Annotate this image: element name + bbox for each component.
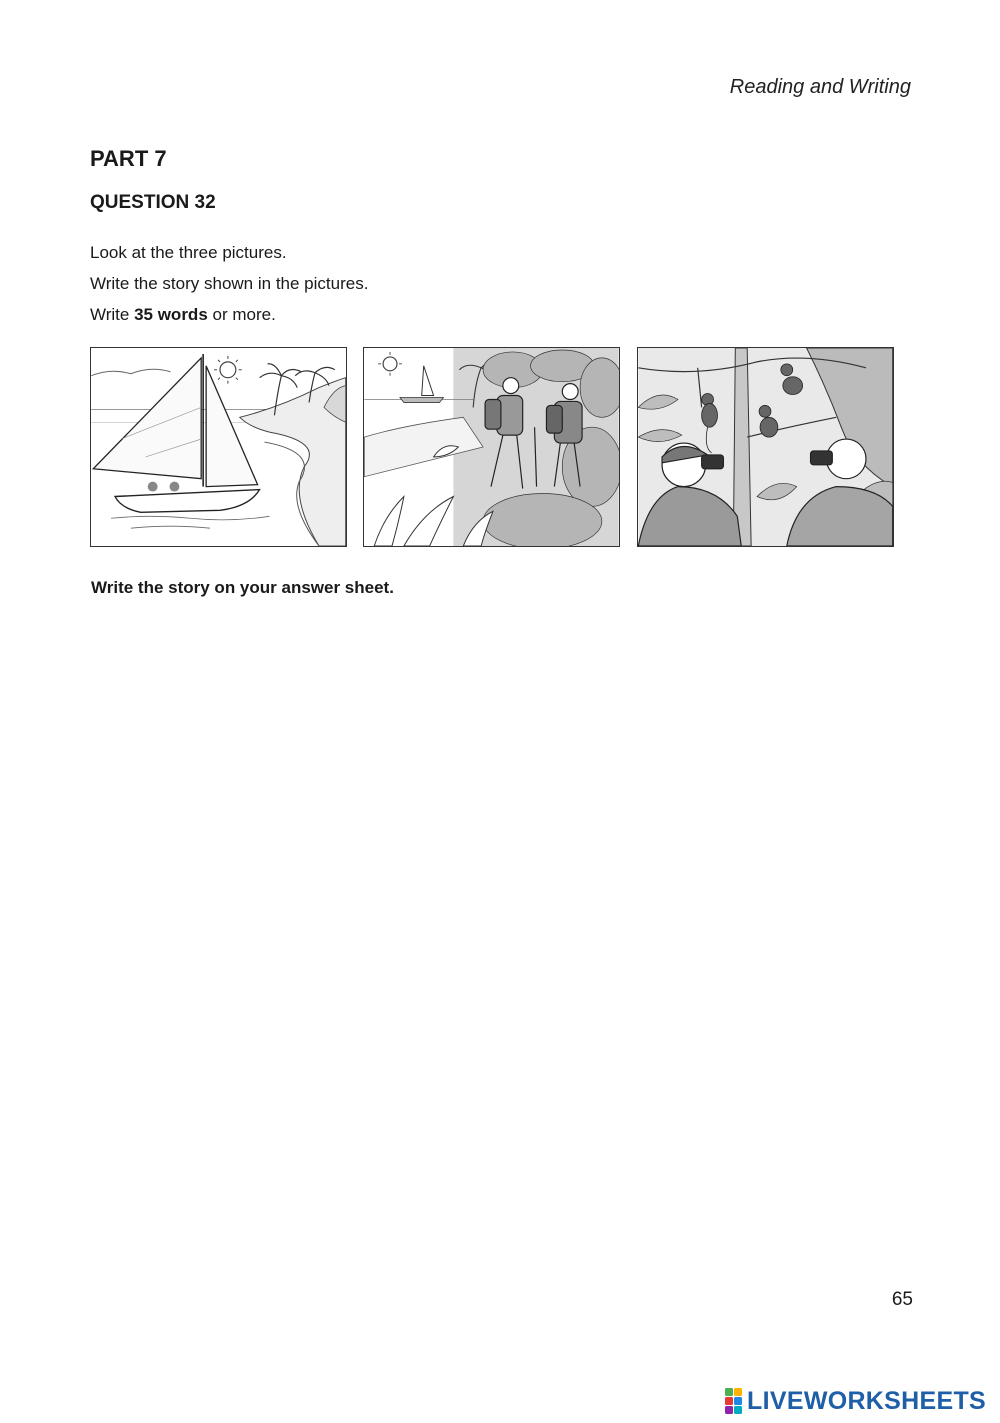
brand-name: LIVEWORKSHEETS [747, 1386, 986, 1415]
instructions [90, 237, 368, 330]
picture-3 [637, 347, 894, 547]
question-title: QUESTION 32 [90, 192, 216, 213]
section-label: Reading and Writing [729, 76, 911, 98]
brand-logo [725, 1386, 986, 1416]
picture-2 [363, 347, 620, 547]
word-count: 35 words [134, 305, 208, 324]
liveworksheets-logo-icon [725, 1388, 743, 1414]
answer-sheet-instruction: Write the story on your answer sheet. [91, 578, 394, 597]
instruction-line-2: Write the story shown in the pictures. [90, 274, 369, 293]
monkeys-illustration [638, 348, 893, 546]
hikers-illustration [364, 348, 619, 546]
instruction-line-1: Look at the three pictures. [90, 243, 287, 262]
sailboat-illustration [91, 348, 346, 546]
instruction-line-3-prefix: Write [90, 305, 135, 324]
picture-1 [90, 347, 347, 547]
instruction-line-3-suffix: or more. [207, 305, 276, 324]
page-number: 65 [891, 1289, 913, 1310]
instruction-line-3 [90, 299, 368, 330]
part-title: PART 7 [90, 146, 167, 171]
